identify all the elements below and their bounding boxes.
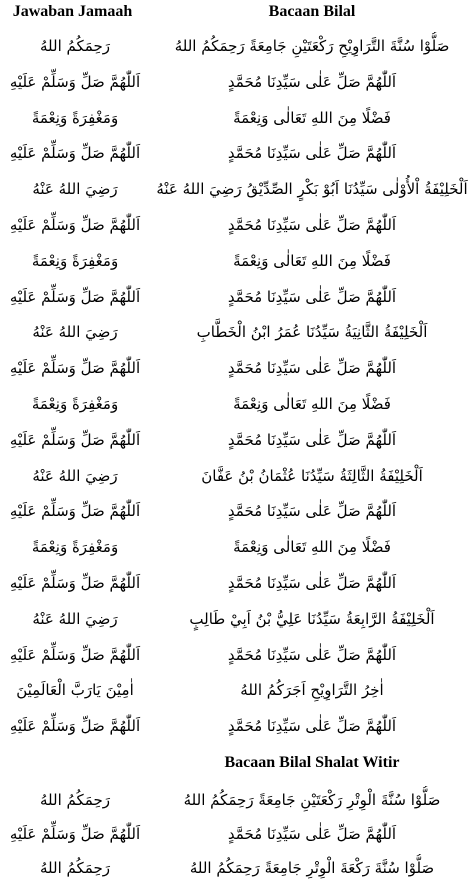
bacaan-text: اٰخِرُ التَّرَاوِيْحِ اَجَرَكُمُ اللهُ [240,681,384,700]
jawaban-text: اَللّٰهُمَّ صَلِّ وَسَلِّمْ عَلَيْهِ [9,825,141,843]
jawaban-text: رَحِمَكُمُ اللهُ [40,791,110,809]
jawaban-text: وَمَغْفِرَةً وَنِعْمَةً [31,251,119,270]
bacaan-text: اَلْخَلِيْفَةُ الثَّانِيَةُ سَيِّدُنَا عُمَرُ ابْنُ الْخَطَّابِ [196,323,428,342]
dialog-row [0,786,474,814]
bacaan-text: اَلْخَلِيْفَةُ الرَّابِعَةُ سَيِّدُنَا عَلِيُّ بْنُ اَبِيْ طَالِبٍ [189,609,435,628]
bacaan-text: اَللّٰهُمَّ صَلِّ عَلٰى سَيِّدِنَا مُحَمَّدٍ [227,216,397,234]
dialog-row [0,854,474,882]
jawaban-text: اَللّٰهُمَّ صَلِّ وَسَلِّمْ عَلَيْهِ [9,717,141,736]
jawaban-text: رَضِيَ اللهُ عَنْهُ [32,323,118,342]
jawaban-text: وَمَغْفِرَةً وَنِعْمَةً [31,395,119,413]
jawaban-text: رَضِيَ اللهُ عَنْهُ [32,180,118,199]
dialog-row [0,641,474,669]
header-jawaban-jamaah: Jawaban Jamaah [12,3,133,20]
jawaban-text: اَللّٰهُمَّ صَلِّ وَسَلِّمْ عَلَيْهِ [9,144,141,163]
jawaban-text: اَللّٰهُمَّ صَلِّ وَسَلِّمْ عَلَيْهِ [9,216,141,234]
column-header-row [0,2,474,22]
dialog-row [0,426,474,454]
bacaan-text: اَللّٰهُمَّ صَلِّ عَلٰى سَيِّدِنَا مُحَمَّدٍ [227,287,397,306]
dialog-row [0,104,474,132]
header-bacaan-bilal: Bacaan Bilal [268,3,356,20]
bacaan-text: اَللّٰهُمَّ صَلِّ عَلٰى سَيِّدِنَا مُحَمَّدٍ [227,430,397,449]
dialog-row [0,139,474,167]
jawaban-text: اَللّٰهُمَّ صَلِّ وَسَلِّمْ عَلَيْهِ [9,502,141,521]
dialog-row [0,283,474,311]
bacaan-text: اَللّٰهُمَّ صَلِّ عَلٰى سَيِّدِنَا مُحَمَّدٍ [227,502,397,521]
dialog-row [0,318,474,346]
dialog-row [0,712,474,740]
dialog-row [0,32,474,60]
bacaan-text: فَضْلًا مِنَ اللهِ تَعَالٰى وَنِعْمَةً [233,251,391,270]
jawaban-text: اَللّٰهُمَّ صَلِّ وَسَلِّمْ عَلَيْهِ [9,359,141,378]
bacaan-text: فَضْلًا مِنَ اللهِ تَعَالٰى وَنِعْمَةً [233,538,391,557]
jawaban-text: وَمَغْفِرَةً وَنِعْمَةً [31,108,119,127]
jawaban-text: رَحِمَكُمُ اللهُ [40,37,110,55]
bacaan-text: صَلُّوْا سُنَّةَ رَكْعَةَ الْوِتْرِ جَامِعَةً رَحِمَكُمُ اللهُ [189,859,435,877]
dialog-row [0,68,474,96]
bacaan-text: اَلْخَلِيْفَةُ اْلأُوْلٰى سَيِّدُنَا اَبُوْ بَكْرٍ الصِّدِّيْقُ رَضِيَ اللهُ عَنْهُ [156,180,468,199]
dialog-row [0,211,474,239]
bacaan-text: اَللّٰهُمَّ صَلِّ عَلٰى سَيِّدِنَا مُحَمَّدٍ [227,645,397,664]
jawaban-text: وَمَغْفِرَةً وَنِعْمَةً [31,538,119,557]
dialog-row [0,247,474,275]
jawaban-text: اَللّٰهُمَّ صَلِّ وَسَلِّمْ عَلَيْهِ [9,430,141,449]
dialog-row [0,676,474,704]
jawaban-text: رَحِمَكُمُ اللهُ [40,859,110,877]
dialog-row [0,462,474,490]
dialog-row [0,390,474,418]
dialog-row [0,569,474,597]
dialog-row [0,533,474,561]
bacaan-text: فَضْلًا مِنَ اللهِ تَعَالٰى وَنِعْمَةً [233,395,391,413]
bacaan-text: صَلُّوْا سُنَّةَ الْوِتْرِ رَكْعَتَيْنِ جَامِعَةً رَحِمَكُمُ اللهُ [183,791,441,809]
dialog-row [0,497,474,525]
jawaban-text: اَللّٰهُمَّ صَلِّ وَسَلِّمْ عَلَيْهِ [9,72,141,91]
jawaban-text: اَللّٰهُمَّ صَلِّ وَسَلِّمْ عَلَيْهِ [9,287,141,306]
jawaban-text: رَضِيَ اللهُ عَنْهُ [32,466,118,485]
bacaan-text: اَللّٰهُمَّ صَلِّ عَلٰى سَيِّدِنَا مُحَمَّدٍ [227,574,397,592]
dialog-row [0,354,474,382]
dialog-row [0,605,474,633]
dialog-row [0,820,474,848]
jawaban-text: اَللّٰهُمَّ صَلِّ وَسَلِّمْ عَلَيْهِ [9,574,141,592]
dialog-row [0,175,474,203]
bacaan-text: فَضْلًا مِنَ اللهِ تَعَالٰى وَنِعْمَةً [233,108,391,127]
bacaan-text: اَللّٰهُمَّ صَلِّ عَلٰى سَيِّدِنَا مُحَمَّدٍ [227,359,397,378]
bacaan-text: صَلُّوْا سُنَّةَ التَّرَاوِيْحِ رَكْعَتَيْنِ جَامِعَةً رَحِمَكُمُ اللهُ [174,37,450,55]
jawaban-text: اَللّٰهُمَّ صَلِّ وَسَلِّمْ عَلَيْهِ [9,645,141,664]
bacaan-text: اَلْخَلِيْفَةُ الثَّالِثَةُ سَيِّدُنَا عُثْمَانُ بْنُ عَفَّانَ [201,466,423,485]
bacaan-text: اَللّٰهُمَّ صَلِّ عَلٰى سَيِّدِنَا مُحَمَّدٍ [227,72,397,91]
bacaan-text: اَللّٰهُمَّ صَلِّ عَلٰى سَيِّدِنَا مُحَمَّدٍ [227,717,397,736]
bacaan-text: اَللّٰهُمَّ صَلِّ عَلٰى سَيِّدِنَا مُحَمَّدٍ [227,144,397,163]
bacaan-text: اَللّٰهُمَّ صَلِّ عَلٰى سَيِّدِنَا مُحَمَّدٍ [227,825,397,843]
jawaban-text: رَضِيَ اللهُ عَنْهُ [32,609,118,628]
witir-section-title: Bacaan Bilal Shalat Witir [224,754,400,771]
jawaban-text: اٰمِيْنَ يَارَبَّ الْعَالَمِيْنَ [16,681,134,700]
